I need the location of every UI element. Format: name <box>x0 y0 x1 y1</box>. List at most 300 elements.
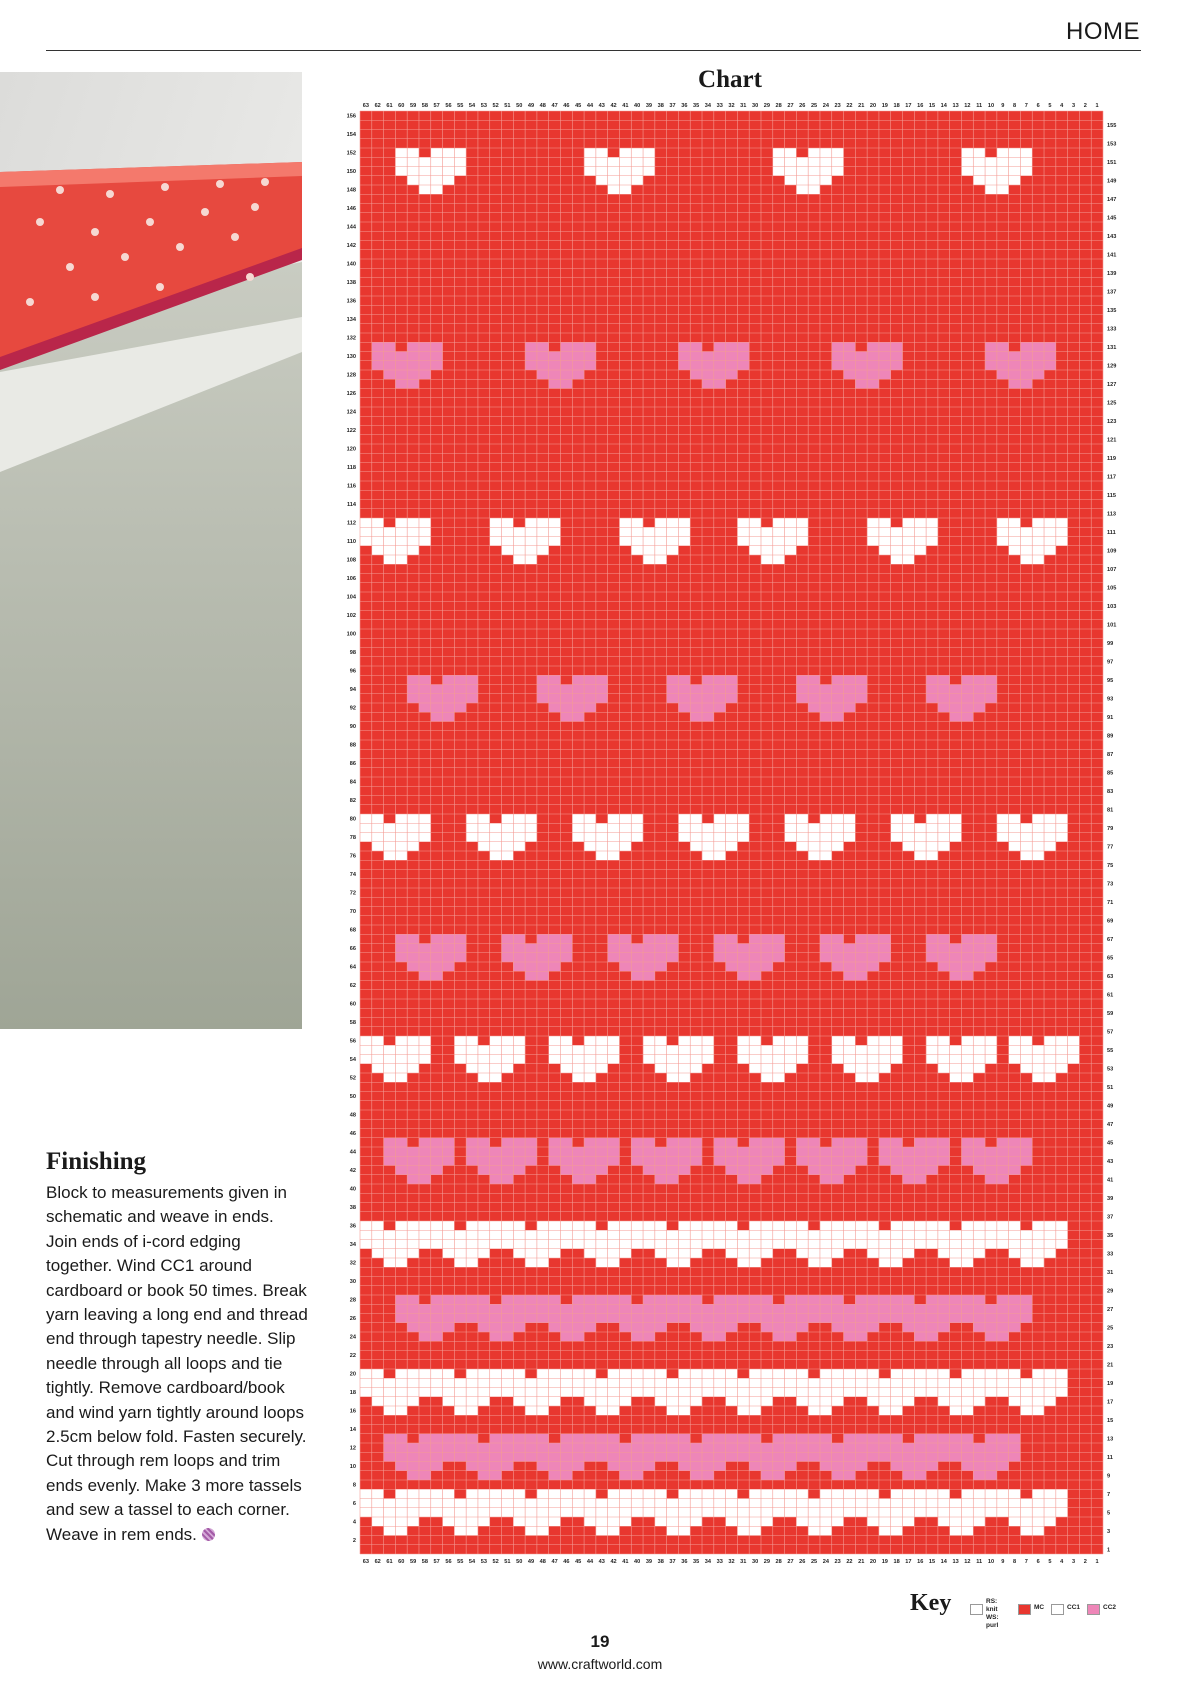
heart-stitch <box>395 518 407 527</box>
heart-stitch <box>490 1508 502 1517</box>
heart-stitch <box>961 1230 973 1239</box>
heart-stitch <box>726 361 738 370</box>
heart-stitch <box>796 814 808 823</box>
heart-stitch <box>407 1304 419 1313</box>
heart-stitch <box>443 1452 455 1461</box>
heart-stitch <box>997 1304 1009 1313</box>
heart-stitch <box>560 703 572 712</box>
row-number-right: 111 <box>1107 529 1116 536</box>
heart-stitch <box>384 1499 396 1508</box>
heart-stitch <box>903 1304 915 1313</box>
heart-stitch <box>643 1045 655 1054</box>
heart-stitch <box>513 546 525 555</box>
heart-stitch <box>867 1388 879 1397</box>
heart-stitch <box>761 962 773 971</box>
heart-stitch <box>572 685 584 694</box>
column-number-bottom: 28 <box>775 1559 782 1565</box>
heart-stitch <box>714 1147 726 1156</box>
heart-stitch <box>844 1369 856 1378</box>
heart-stitch <box>726 694 738 703</box>
heart-stitch <box>596 176 608 185</box>
heart-stitch <box>584 1175 596 1184</box>
heart-stitch <box>502 833 514 842</box>
heart-stitch <box>431 712 443 721</box>
heart-stitch <box>454 1388 466 1397</box>
heart-stitch <box>631 1388 643 1397</box>
row-number-right: 25 <box>1107 1325 1114 1332</box>
heart-stitch <box>596 675 608 684</box>
heart-stitch <box>702 1452 714 1461</box>
heart-stitch <box>431 1462 443 1471</box>
heart-stitch <box>454 1230 466 1239</box>
heart-stitch <box>997 1462 1009 1471</box>
heart-stitch <box>560 1240 572 1249</box>
row-number-left: 98 <box>349 650 356 657</box>
heart-stitch <box>773 1462 785 1471</box>
heart-stitch <box>619 1369 631 1378</box>
heart-stitch <box>596 157 608 166</box>
column-number-bottom: 25 <box>810 1559 818 1565</box>
heart-stitch <box>431 1369 443 1378</box>
heart-stitch <box>596 1230 608 1239</box>
heart-stitch <box>655 1499 667 1508</box>
heart-stitch <box>690 685 702 694</box>
column-number-top: 52 <box>492 103 499 109</box>
heart-stitch <box>690 342 702 351</box>
heart-stitch <box>1009 1249 1021 1258</box>
heart-stitch <box>643 1036 655 1045</box>
heart-stitch <box>761 1517 773 1526</box>
column-number-bottom: 3 <box>1071 1559 1076 1565</box>
heart-stitch <box>749 1055 761 1064</box>
heart-stitch <box>950 1434 962 1443</box>
heart-stitch <box>1056 823 1068 832</box>
heart-stitch <box>372 1378 384 1387</box>
heart-stitch <box>820 842 832 851</box>
heart-stitch <box>938 1369 950 1378</box>
heart-stitch <box>667 1230 679 1239</box>
heart-stitch <box>655 1295 667 1304</box>
row-number-left: 90 <box>349 724 356 731</box>
heart-stitch <box>961 1489 973 1498</box>
heart-stitch <box>832 1462 844 1471</box>
column-number-top: 16 <box>917 103 924 109</box>
heart-stitch <box>431 962 443 971</box>
heart-stitch <box>502 944 514 953</box>
heart-stitch <box>608 1314 620 1323</box>
heart-stitch <box>478 1055 490 1064</box>
heart-stitch <box>466 1314 478 1323</box>
key-swatch-cc2 <box>1087 1604 1100 1615</box>
heart-stitch <box>961 1240 973 1249</box>
heart-stitch <box>584 1397 596 1406</box>
heart-stitch <box>608 176 620 185</box>
key-label-cc1: CC1 <box>1067 1604 1081 1611</box>
heart-stitch <box>1032 1369 1044 1378</box>
heart-stitch <box>785 518 797 527</box>
heart-stitch <box>867 934 879 943</box>
heart-stitch <box>1009 1388 1021 1397</box>
heart-stitch <box>454 1526 466 1535</box>
heart-stitch <box>572 352 584 361</box>
heart-stitch <box>466 1055 478 1064</box>
heart-stitch <box>832 962 844 971</box>
column-number-top: 3 <box>1071 103 1076 109</box>
heart-stitch <box>926 1388 938 1397</box>
heart-stitch <box>360 518 372 527</box>
heart-stitch <box>820 1147 832 1156</box>
heart-stitch <box>395 1406 407 1415</box>
heart-stitch <box>761 1462 773 1471</box>
row-number-right: 143 <box>1107 233 1117 240</box>
heart-stitch <box>737 1055 749 1064</box>
heart-stitch <box>667 1452 679 1461</box>
heart-stitch <box>667 944 679 953</box>
heart-stitch <box>619 1452 631 1461</box>
column-number-bottom: 58 <box>421 1559 428 1565</box>
heart-stitch <box>938 842 950 851</box>
heart-stitch <box>372 1055 384 1064</box>
heart-stitch <box>384 1378 396 1387</box>
heart-stitch <box>832 1138 844 1147</box>
column-number-top: 22 <box>846 103 853 109</box>
column-number-top: 27 <box>787 103 794 109</box>
heart-stitch <box>360 527 372 536</box>
column-number-top: 14 <box>940 103 947 109</box>
heart-stitch <box>549 1138 561 1147</box>
heart-stitch <box>667 1258 679 1267</box>
heart-stitch <box>478 842 490 851</box>
heart-stitch <box>431 1489 443 1498</box>
heart-stitch <box>466 1147 478 1156</box>
heart-stitch <box>997 1499 1009 1508</box>
heart-stitch <box>891 1249 903 1258</box>
heart-stitch <box>407 1489 419 1498</box>
heart-stitch <box>690 1489 702 1498</box>
heart-stitch <box>608 1258 620 1267</box>
row-number-right: 57 <box>1107 1029 1114 1036</box>
heart-stitch <box>961 962 973 971</box>
heart-stitch <box>537 675 549 684</box>
heart-stitch <box>891 1489 903 1498</box>
heart-stitch <box>525 1397 537 1406</box>
heart-stitch <box>1032 370 1044 379</box>
heart-stitch <box>537 1295 549 1304</box>
heart-stitch <box>926 527 938 536</box>
heart-stitch <box>938 703 950 712</box>
heart-stitch <box>584 1378 596 1387</box>
heart-stitch <box>961 675 973 684</box>
heart-stitch <box>537 694 549 703</box>
heart-stitch <box>985 1323 997 1332</box>
heart-stitch <box>419 962 431 971</box>
heart-stitch <box>478 833 490 842</box>
heart-stitch <box>619 167 631 176</box>
heart-stitch <box>690 1138 702 1147</box>
heart-stitch <box>749 1064 761 1073</box>
heart-stitch <box>773 1036 785 1045</box>
heart-stitch <box>985 1304 997 1313</box>
heart-stitch <box>973 962 985 971</box>
heart-stitch <box>926 518 938 527</box>
heart-stitch <box>1032 342 1044 351</box>
heart-stitch <box>950 1295 962 1304</box>
heart-stitch <box>832 934 844 943</box>
heart-stitch <box>773 157 785 166</box>
heart-stitch <box>785 1295 797 1304</box>
heart-stitch <box>1044 1499 1056 1508</box>
heart-stitch <box>690 1314 702 1323</box>
heart-stitch <box>513 1240 525 1249</box>
heart-stitch <box>796 694 808 703</box>
heart-stitch <box>537 352 549 361</box>
heart-stitch <box>844 675 856 684</box>
heart-stitch <box>844 1452 856 1461</box>
heart-stitch <box>407 342 419 351</box>
heart-stitch <box>796 1443 808 1452</box>
heart-stitch <box>914 537 926 546</box>
heart-stitch <box>938 934 950 943</box>
heart-stitch <box>726 1323 738 1332</box>
heart-stitch <box>502 1036 514 1045</box>
heart-stitch <box>973 1517 985 1526</box>
row-number-left: 146 <box>346 206 356 213</box>
row-number-right: 51 <box>1107 1084 1114 1091</box>
heart-stitch <box>596 1443 608 1452</box>
row-number-right: 73 <box>1107 881 1114 888</box>
heart-stitch <box>372 1230 384 1239</box>
column-number-top: 25 <box>810 103 818 109</box>
heart-stitch <box>1020 167 1032 176</box>
heart-stitch <box>560 1369 572 1378</box>
heart-stitch <box>1009 1508 1021 1517</box>
heart-stitch <box>384 1156 396 1165</box>
heart-stitch <box>443 1323 455 1332</box>
row-number-right: 105 <box>1107 585 1117 592</box>
heart-stitch <box>490 1156 502 1165</box>
heart-stitch <box>513 1388 525 1397</box>
heart-stitch <box>525 1378 537 1387</box>
heart-stitch <box>726 352 738 361</box>
heart-stitch <box>419 1434 431 1443</box>
heart-stitch <box>808 1388 820 1397</box>
heart-stitch <box>490 823 502 832</box>
heart-stitch <box>619 1471 631 1480</box>
heart-stitch <box>384 1147 396 1156</box>
heart-stitch <box>596 842 608 851</box>
heart-stitch <box>384 833 396 842</box>
heart-stitch <box>384 1073 396 1082</box>
heart-stitch <box>938 1517 950 1526</box>
heart-stitch <box>961 685 973 694</box>
heart-stitch <box>466 1499 478 1508</box>
row-number-right: 39 <box>1107 1195 1114 1202</box>
heart-stitch <box>490 833 502 842</box>
heart-stitch <box>572 1175 584 1184</box>
row-number-left: 74 <box>349 872 356 879</box>
heart-stitch <box>502 1452 514 1461</box>
row-number-right: 93 <box>1107 696 1114 703</box>
heart-stitch <box>844 703 856 712</box>
heart-stitch <box>714 944 726 953</box>
heart-stitch <box>820 1517 832 1526</box>
row-number-left: 6 <box>352 1501 356 1508</box>
row-number-right: 77 <box>1107 844 1114 851</box>
row-number-right: 5 <box>1107 1510 1111 1517</box>
heart-stitch <box>961 953 973 962</box>
heart-stitch <box>443 1434 455 1443</box>
heart-stitch <box>537 1314 549 1323</box>
heart-stitch <box>714 833 726 842</box>
heart-stitch <box>973 1388 985 1397</box>
heart-stitch <box>690 1064 702 1073</box>
heart-stitch <box>690 842 702 851</box>
heart-stitch <box>560 1166 572 1175</box>
heart-stitch <box>466 1230 478 1239</box>
heart-stitch <box>407 176 419 185</box>
row-number-right: 151 <box>1107 159 1117 166</box>
heart-stitch <box>643 527 655 536</box>
heart-stitch <box>785 1489 797 1498</box>
heart-stitch <box>961 1249 973 1258</box>
heart-stitch <box>961 1517 973 1526</box>
heart-stitch <box>454 1240 466 1249</box>
heart-stitch <box>466 1138 478 1147</box>
heart-stitch <box>1009 1397 1021 1406</box>
heart-stitch <box>773 1138 785 1147</box>
heart-stitch <box>631 1230 643 1239</box>
heart-stitch <box>490 851 502 860</box>
heart-stitch <box>537 1258 549 1267</box>
row-number-left: 144 <box>346 224 356 231</box>
heart-stitch <box>384 1249 396 1258</box>
row-number-right: 89 <box>1107 733 1114 740</box>
row-number-right: 59 <box>1107 1010 1114 1017</box>
heart-stitch <box>384 1138 396 1147</box>
heart-stitch <box>372 1499 384 1508</box>
heart-stitch <box>608 1249 620 1258</box>
heart-stitch <box>926 944 938 953</box>
heart-stitch <box>678 675 690 684</box>
heart-stitch <box>855 370 867 379</box>
heart-stitch <box>961 712 973 721</box>
heart-stitch <box>525 1295 537 1304</box>
row-number-right: 85 <box>1107 770 1114 777</box>
heart-stitch <box>808 148 820 157</box>
column-number-bottom: 9 <box>1001 1559 1005 1565</box>
column-number-top: 23 <box>834 103 841 109</box>
heart-stitch <box>525 1388 537 1397</box>
heart-stitch <box>1020 1230 1032 1239</box>
heart-stitch <box>773 1443 785 1452</box>
heart-stitch <box>608 1240 620 1249</box>
heart-stitch <box>914 1508 926 1517</box>
heart-stitch <box>961 1147 973 1156</box>
heart-stitch <box>549 1055 561 1064</box>
heart-stitch <box>549 1156 561 1165</box>
heart-stitch <box>454 1036 466 1045</box>
heart-stitch <box>596 1138 608 1147</box>
heart-stitch <box>785 167 797 176</box>
column-number-top: 63 <box>362 103 370 109</box>
heart-stitch <box>395 1378 407 1387</box>
heart-stitch <box>478 1064 490 1073</box>
column-number-bottom: 49 <box>527 1559 535 1565</box>
heart-stitch <box>537 1221 549 1230</box>
heart-stitch <box>454 1258 466 1267</box>
heart-stitch <box>737 1434 749 1443</box>
heart-stitch <box>466 823 478 832</box>
heart-stitch <box>443 703 455 712</box>
heart-stitch <box>619 1499 631 1508</box>
heart-stitch <box>820 1508 832 1517</box>
heart-stitch <box>702 1036 714 1045</box>
heart-stitch <box>1009 370 1021 379</box>
column-number-bottom: 53 <box>480 1559 487 1565</box>
heart-stitch <box>643 944 655 953</box>
heart-stitch <box>631 1369 643 1378</box>
column-number-top: 11 <box>976 103 983 109</box>
heart-stitch <box>643 1230 655 1239</box>
heart-stitch <box>832 1147 844 1156</box>
heart-stitch <box>560 1471 572 1480</box>
heart-stitch <box>478 814 490 823</box>
heart-stitch <box>678 1462 690 1471</box>
heart-stitch <box>973 944 985 953</box>
heart-stitch <box>1009 1221 1021 1230</box>
heart-stitch <box>973 703 985 712</box>
heart-stitch <box>608 1508 620 1517</box>
column-number-top: 1 <box>1095 103 1099 109</box>
heart-stitch <box>832 157 844 166</box>
heart-stitch <box>879 1452 891 1461</box>
heart-stitch <box>961 1064 973 1073</box>
heart-stitch <box>714 823 726 832</box>
heart-stitch <box>407 953 419 962</box>
heart-stitch <box>631 157 643 166</box>
heart-stitch <box>549 944 561 953</box>
heart-stitch <box>384 527 396 536</box>
heart-stitch <box>372 342 384 351</box>
heart-stitch <box>560 342 572 351</box>
heart-stitch <box>714 1443 726 1452</box>
heart-stitch <box>1009 814 1021 823</box>
heart-stitch <box>1044 361 1056 370</box>
heart-stitch <box>997 1314 1009 1323</box>
heart-stitch <box>584 1147 596 1156</box>
heart-stitch <box>879 1230 891 1239</box>
heart-stitch <box>537 342 549 351</box>
heart-stitch <box>537 1378 549 1387</box>
heart-stitch <box>879 1388 891 1397</box>
heart-stitch <box>702 1378 714 1387</box>
heart-stitch <box>655 1452 667 1461</box>
heart-stitch <box>808 1314 820 1323</box>
heart-stitch <box>549 1221 561 1230</box>
heart-stitch <box>773 1156 785 1165</box>
heart-stitch <box>867 1295 879 1304</box>
heart-stitch <box>454 1517 466 1526</box>
heart-stitch <box>737 527 749 536</box>
heart-stitch <box>938 1055 950 1064</box>
heart-stitch <box>1032 1055 1044 1064</box>
row-number-right: 139 <box>1107 270 1117 277</box>
heart-stitch <box>985 675 997 684</box>
heart-stitch <box>737 1249 749 1258</box>
heart-stitch <box>407 842 419 851</box>
heart-stitch <box>384 1045 396 1054</box>
heart-stitch <box>572 1434 584 1443</box>
